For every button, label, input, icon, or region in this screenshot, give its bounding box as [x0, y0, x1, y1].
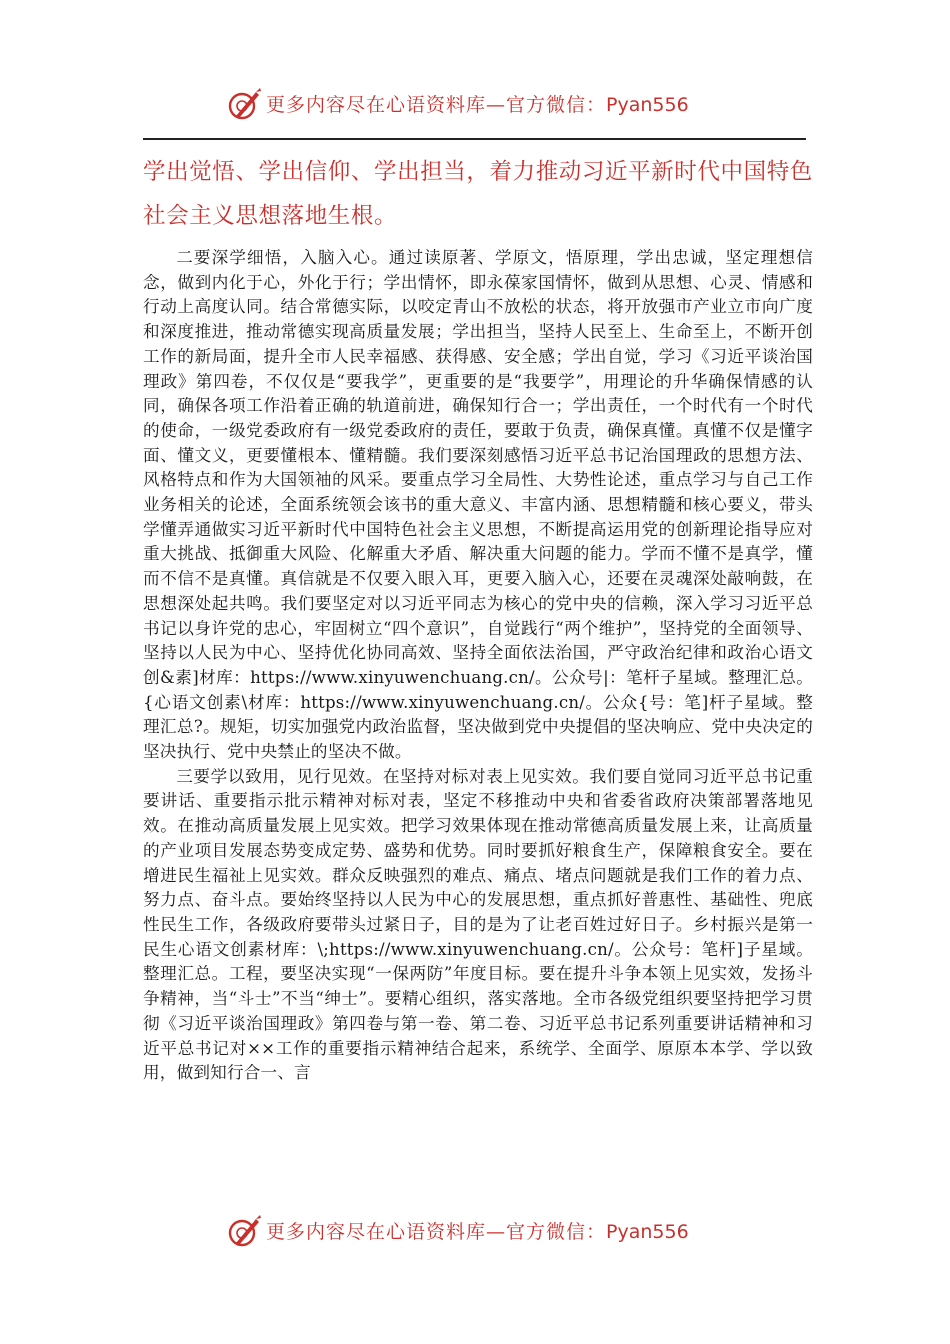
pen-on-circle-icon	[226, 1213, 262, 1249]
banner-text	[266, 1217, 689, 1244]
footer-banner	[226, 1211, 746, 1251]
banner-separator: —	[486, 1221, 507, 1243]
banner-official-label: 官方微信：	[506, 94, 607, 116]
header-banner	[226, 84, 746, 124]
section-heading: 学出觉悟、学出信仰、学出担当，着力推动习近平新时代中国特色社会主义思想落地生根。	[143, 159, 813, 229]
banner-title: 更多内容尽在心语资料库	[266, 1221, 487, 1243]
banner-wechat-id: Pyan556	[606, 1221, 689, 1243]
paragraph: 二要深学细悟，入脑入心。通过读原著、学原文，悟原理，学出忠诚，坚定理想信念，做到内化于心，外化于行；学出情怀，即永葆家国情怀，做到从思想、心灵、情感和行动上高度认同。结合常德实际，以咬定青山不放松的状态，将开放强市产业立市向广度和深度推进，推动常德实现高质量发展；学出担当，坚持人民至上、生命至上，不断开创工作的新局面，提升全市人民幸福感、获得感、安全感；学出自觉，学习《习近平谈治国理政》第四卷，不仅仅是“要我学”，更重要的是“我要学”，用理论的升华确保情感的认同，确保各项工作沿着正确的轨道前进，确保知行合一；学出责任，一个时代有一个时代的使命，一级党委政府有一级党委政府的责任，要敢于负责，确保真懂。真懂不仅是懂字面、懂文义，更要懂根本、懂精髓。我们要深刻感悟习近平总书记治国理政的思想方法、风格特点和作为大国领袖的风采。要重点学习全局性、大势性论述，重点学习与自己工作业务相关的论述，全面系统领会该书的重大意义、丰富内涵、思想精髓和核心要义，带头学懂弄通做实习近平新时代中国特色社会主义思想，不断提高运用党的创新理论指导应对重大挑战、抵御重大风险、化解重大矛盾、解决重大问题的能力。学而不懂不是真学，懂而不信不是真懂。真信就是不仅要入眼入耳，更要入脑入心，还要在灵魂深处敲响鼓，在思想深处起共鸣。我们要坚定对以习近平同志为核心的党中央的信赖，深入学习习近平总书记以身许党的忠心，牢固树立“四个意识”，自觉践行“两个维护”，坚持党的全面领导、坚持以人民为中心、坚持优化协同高效、坚持全面依法治国，严守政治纪律和政治心语文创&素]材库：https://www.xinyuwenchuang.cn/。公众号|：笔杆子星域。整理汇总。{心语文创素\材库：https://www.xinyuwenchuang.cn/。公众{号：笔]杆子星域。整理汇总?。规矩，切实加强党内政治监督，坚决做到党中央提倡的坚决响应、党中央决定的坚决执行、党中央禁止的坚决不做。	[143, 248, 813, 762]
banner-wechat-id: Pyan556	[606, 94, 689, 116]
banner-separator: —	[486, 94, 507, 116]
paragraph: 三要学以致用，见行见效。在坚持对标对表上见实效。我们要自觉同习近平总书记重要讲话、重要指示批示精神对标对表，坚定不移推动中央和省委省政府决策部署落地见效。在推动高质量发展上见实效。把学习效果体现在推动常德高质量发展上来，让高质量的产业项目发展态势变成定势、盛势和优势。同时要抓好粮食生产，保障粮食安全。要在增进民生福祉上见实效。群众反映强烈的难点、痛点、堵点问题就是我们工作的着力点、努力点、奋斗点。要始终坚持以人民为中心的发展思想，重点抓好普惠性、基础性、兜底性民生工作，各级政府要带头过紧日子，目的是为了让老百姓过好日子。乡村振兴是第一民生心语文创素材库：\;https://www.xinyuwenchuang.cn/。公众号：笔杆]子星域。整理汇总。工程，要坚决实现“一保两防”年度目标。要在提升斗争本领上见实效，发扬斗争精神，当“斗士”不当“绅士”。要精心组织，落实落地。全市各级党组织要坚持把学习贯彻《习近平谈治国理政》第四卷与第一卷、第二卷、习近平总书记系列重要讲话精神和习近平总书记对××工作的重要指示精神结合起来，系统学、全面学、原原本本学、学以致用，做到知行合一、言	[143, 766, 813, 1083]
pen-on-circle-icon	[226, 86, 262, 122]
banner-official-label: 官方微信：	[506, 1221, 607, 1243]
document-body	[143, 246, 813, 1086]
banner-title: 更多内容尽在心语资料库	[266, 94, 487, 116]
header-divider	[143, 138, 806, 140]
banner-text	[266, 90, 689, 117]
